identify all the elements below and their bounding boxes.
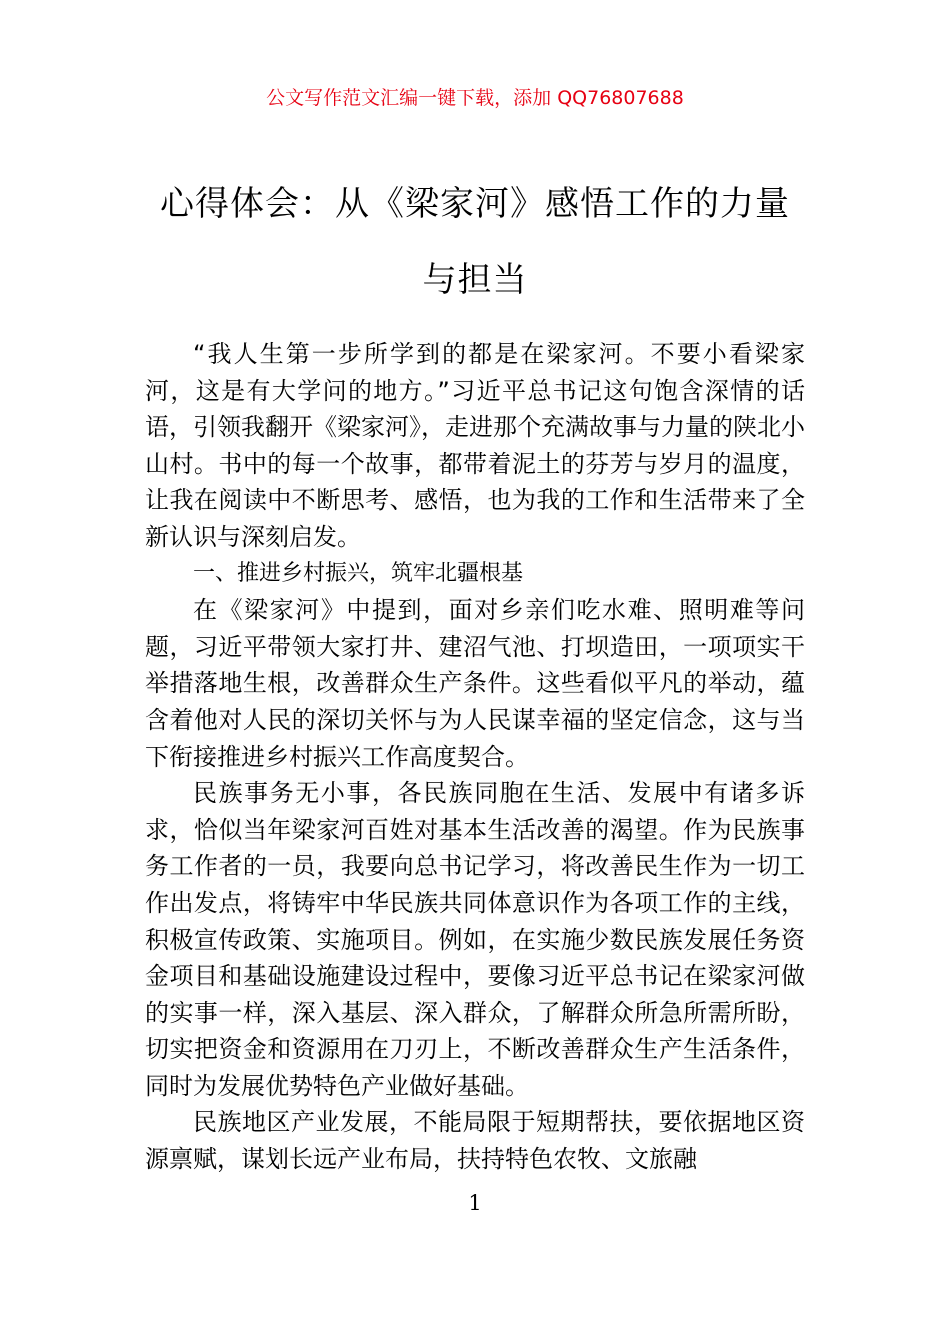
section-heading: 一、推进乡村振兴，筑牢北疆根基	[193, 560, 524, 586]
paragraph: 民族事务无小事，各民族同胞在生活、发展中有诸多诉求，恰似当年梁家河百姓对基本生活改善的渴望。作为民族事务工作者的一员，我要向总书记学习，将改善民生作为一切工作出发点，将铸牢中华民族共同体意识作为各项工作的主线，积极宣传政策、实施项目。例如，在实施少数民族发展任务资金项目和基础设施建设过程中，要像习近平总书记在梁家河做的实事一样，深入基层、深入群众，了解群众所急所需所盼，切实把资金和资源用在刀刃上，不断改善群众生产生活条件，同时为发展优势特色产业做好基础。	[145, 779, 805, 1100]
paragraph: 在《梁家河》中提到，面对乡亲们吃水难、照明难等问题，习近平带领大家打井、建沼气池、打坝造田，一项项实干举措落地生根，改善群众生产条件。这些看似平凡的举动，蕴含着他对人民的深切关怀与为人民谋幸福的坚定信念，这与当下衔接推进乡村振兴工作高度契合。	[145, 596, 805, 771]
document-body	[145, 336, 805, 1178]
paragraph-intro: “我人生第一步所学到的都是在梁家河。不要小看梁家河，这是有大学问的地方。”习近平总书记这句饱含深情的话语，引领我翻开《梁家河》，走进那个充满故事与力量的陕北小山村。书中的每一个故事，都带着泥土的芬芳与岁月的温度，让我在阅读中不断思考、感悟，也为我的工作和生活带来了全新认识与深刻启发。	[145, 340, 805, 551]
page-number: 1	[468, 1191, 482, 1215]
document-title: 心得体会：从《梁家河》感悟工作的力量与担当	[160, 184, 790, 300]
download-banner: 公文写作范文汇编一键下载，添加 QQ76807688	[266, 87, 684, 109]
paragraph: 民族地区产业发展，不能局限于短期帮扶，要依据地区资源禀赋，谋划长远产业布局，扶持特色农牧、文旅融	[145, 1108, 805, 1174]
